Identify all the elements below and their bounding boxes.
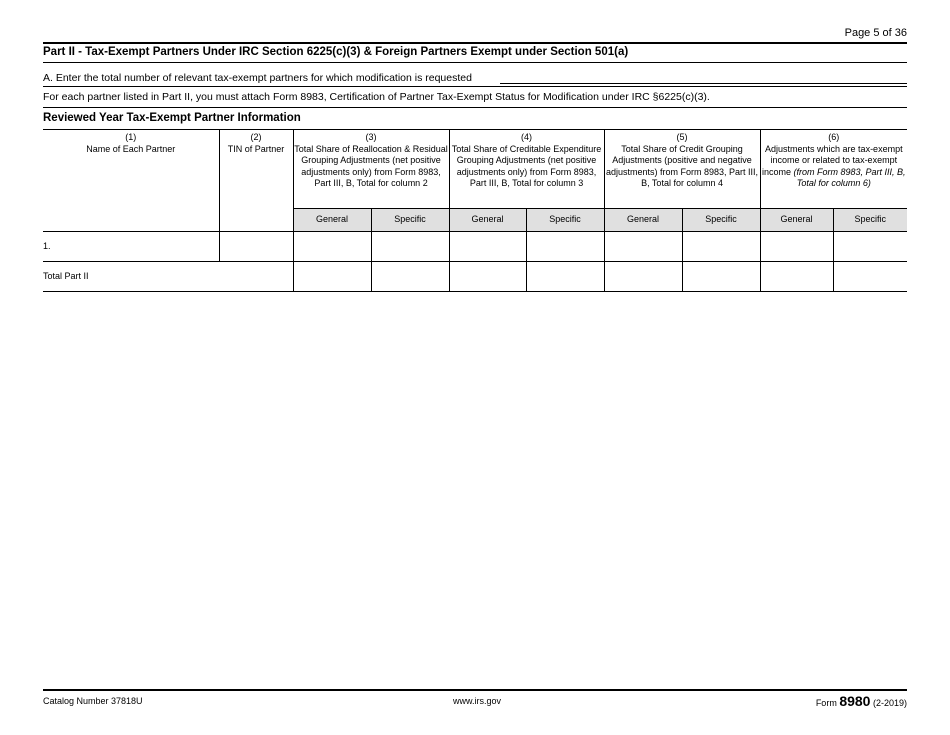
line-a-label: A. Enter the total number of relevant tax-exempt partners for which modification is requested bbox=[43, 72, 472, 84]
col2-label: TIN of Partner bbox=[227, 143, 285, 154]
part2-title-rule bbox=[43, 62, 907, 63]
total-label: Total Part II bbox=[43, 270, 89, 281]
col4-label: Total Share of Creditable Expenditure Grouping Adjustments (net positive adjustments only) from Form 8983, Part III, B, Total for column 3 bbox=[451, 143, 602, 188]
col6-label-italic: (from Form 8983, Part III, B, Total for column 6) bbox=[793, 166, 906, 188]
total-col6-general-cell[interactable] bbox=[760, 262, 833, 292]
catalog-number: Catalog Number 37818U bbox=[43, 696, 143, 706]
top-rule bbox=[43, 42, 907, 44]
line-a-answer-field[interactable] bbox=[500, 83, 907, 84]
page-number: Page 5 of 36 bbox=[844, 27, 907, 39]
col4-header bbox=[449, 130, 604, 209]
row1-col3-general-cell[interactable] bbox=[293, 232, 371, 262]
attach-note: For each partner listed in Part II, you must attach Form 8983, Certification of Partner Tax-Exempt Status for Modification under IRC §6225(c)(3). bbox=[43, 91, 710, 103]
total-col6-specific-cell[interactable] bbox=[833, 262, 907, 292]
part2-title: Part II - Tax-Exempt Partners Under IRC Section 6225(c)(3) & Foreign Partners Exempt under Section 501(a) bbox=[43, 46, 629, 58]
form-revision: (2-2019) bbox=[870, 698, 907, 708]
section-rule bbox=[43, 107, 907, 108]
row1-col5-specific-cell[interactable] bbox=[682, 232, 760, 262]
total-col4-specific-cell[interactable] bbox=[526, 262, 604, 292]
total-label-cell bbox=[43, 262, 293, 292]
line-a-rule bbox=[43, 86, 907, 87]
col3-general-header: General bbox=[293, 209, 371, 232]
form-id bbox=[816, 693, 907, 709]
row1-col6-specific-cell[interactable] bbox=[833, 232, 907, 262]
table-row bbox=[43, 232, 907, 262]
col1-number: (1) bbox=[125, 132, 137, 142]
col1-label: Name of Each Partner bbox=[86, 143, 176, 154]
col3-number: (3) bbox=[365, 132, 377, 142]
col2-header bbox=[219, 130, 293, 232]
col6-label-plain: Adjustments which are tax-exempt income or related to tax-exempt income bbox=[762, 143, 903, 177]
col4-general-header: General bbox=[449, 209, 526, 232]
total-col4-general-cell[interactable] bbox=[449, 262, 526, 292]
row1-col3-specific-cell[interactable] bbox=[371, 232, 449, 262]
row1-tin-cell[interactable] bbox=[219, 232, 293, 262]
total-col3-general-cell[interactable] bbox=[293, 262, 371, 292]
col5-label: Total Share of Credit Grouping Adjustments (positive and negative adjustments) from Form 8983, Part III, B, Total for column 4 bbox=[606, 143, 759, 188]
col6-label bbox=[761, 144, 908, 190]
col3-label: Total Share of Reallocation & Residual Grouping Adjustments (net positive adjustments only) from Form 8983, Part III, B, Total for column 2 bbox=[294, 143, 448, 188]
partner-table bbox=[43, 130, 907, 292]
row1-col5-general-cell[interactable] bbox=[604, 232, 682, 262]
col2-number: (2) bbox=[250, 132, 262, 142]
row1-col6-general-cell[interactable] bbox=[760, 232, 833, 262]
total-col5-general-cell[interactable] bbox=[604, 262, 682, 292]
col5-number: (5) bbox=[676, 132, 688, 142]
col3-header bbox=[293, 130, 449, 209]
col5-general-header: General bbox=[604, 209, 682, 232]
col4-specific-header: Specific bbox=[526, 209, 604, 232]
col6-general-header: General bbox=[760, 209, 833, 232]
section-title: Reviewed Year Tax-Exempt Partner Information bbox=[43, 112, 301, 124]
total-col3-specific-cell[interactable] bbox=[371, 262, 449, 292]
irs-website-link[interactable]: www.irs.gov bbox=[453, 696, 502, 706]
col5-specific-header: Specific bbox=[682, 209, 760, 232]
form-number: 8980 bbox=[839, 693, 871, 709]
row1-name-cell[interactable] bbox=[43, 232, 219, 262]
row1-label: 1. bbox=[43, 240, 51, 251]
col3-specific-header: Specific bbox=[371, 209, 449, 232]
col6-number: (6) bbox=[828, 132, 840, 142]
table-row-total bbox=[43, 262, 907, 292]
col1-header bbox=[43, 130, 219, 232]
row1-col4-general-cell[interactable] bbox=[449, 232, 526, 262]
col6-header bbox=[760, 130, 907, 209]
col5-header bbox=[604, 130, 760, 209]
footer-rule bbox=[43, 689, 907, 691]
row1-col4-specific-cell[interactable] bbox=[526, 232, 604, 262]
form-prefix: Form bbox=[815, 698, 840, 708]
total-col5-specific-cell[interactable] bbox=[682, 262, 760, 292]
col6-specific-header: Specific bbox=[833, 209, 907, 232]
col4-number: (4) bbox=[521, 132, 533, 142]
